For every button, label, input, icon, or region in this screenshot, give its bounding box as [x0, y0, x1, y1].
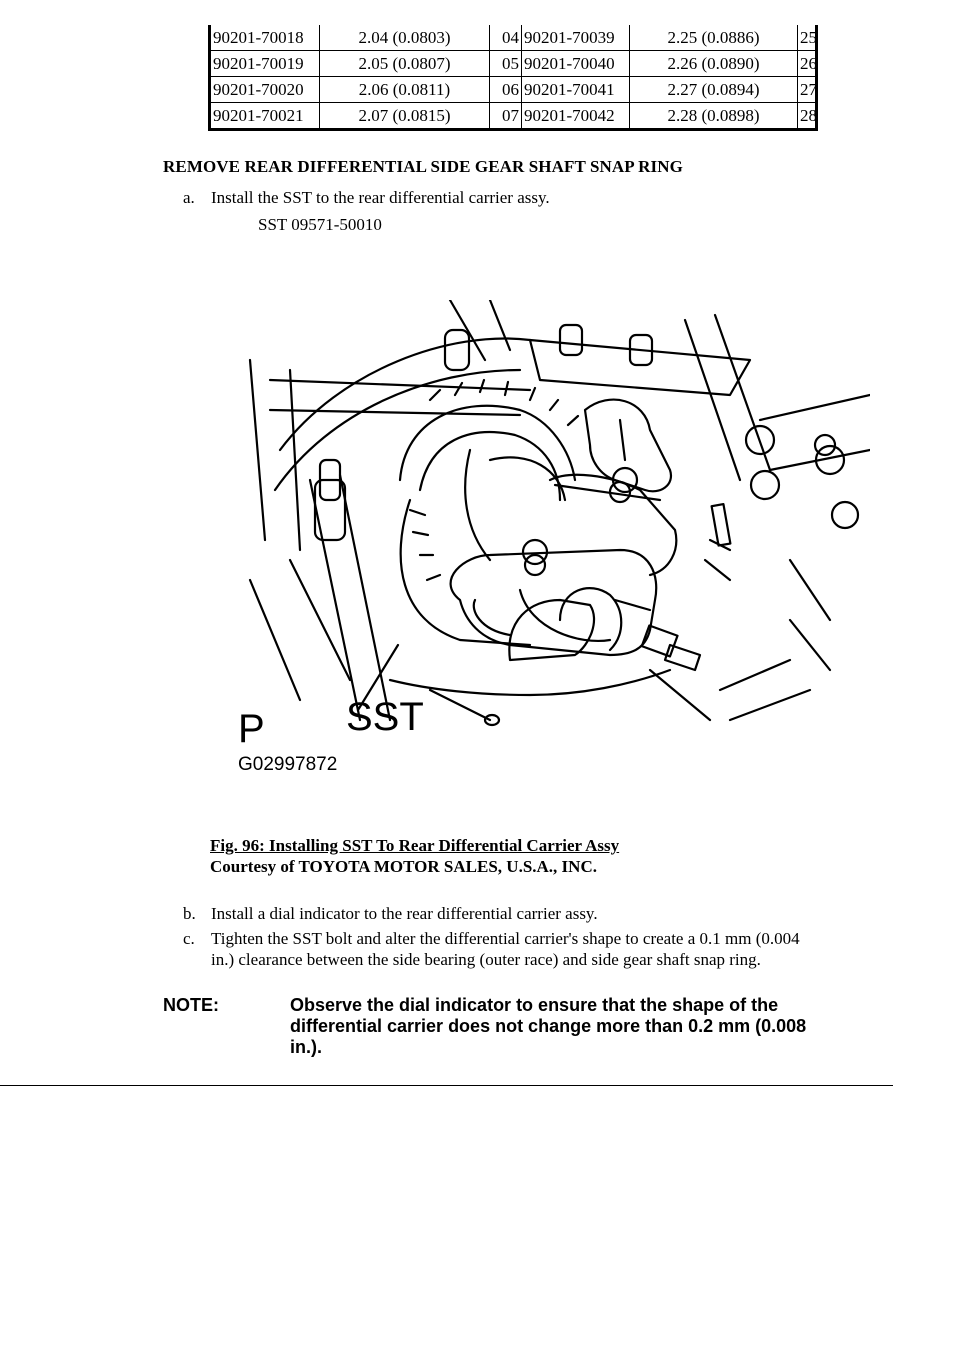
- p-mark-label: P: [238, 707, 265, 751]
- step-b: [183, 903, 883, 925]
- mark-cell: 04: [490, 25, 522, 51]
- thickness-cell: 2.04 (0.0803): [320, 25, 490, 51]
- thickness-cell: 2.07 (0.0815): [320, 103, 490, 130]
- note-line: in.).: [290, 1037, 322, 1057]
- sst-number: SST 09571-50010: [258, 215, 382, 234]
- step-a: [183, 187, 883, 209]
- table-row: [210, 25, 817, 51]
- step-text: Install the SST to the rear differential carrier assy.: [211, 188, 550, 207]
- part-number-cell: 90201-70018: [210, 25, 320, 51]
- sst-callout-label: SST: [346, 695, 424, 739]
- step-label: c.: [183, 929, 195, 948]
- step-text-line2: in.) clearance between the side bearing (outer race) and side gear shaft snap ring.: [211, 950, 761, 969]
- table-row: [210, 51, 817, 77]
- step-label: b.: [183, 904, 196, 923]
- mark-cell: 26: [798, 51, 817, 77]
- part-number-cell: 90201-70019: [210, 51, 320, 77]
- mark-cell: 27: [798, 77, 817, 103]
- part-number-cell: 90201-70040: [522, 51, 630, 77]
- thickness-cell: 2.28 (0.0898): [630, 103, 798, 130]
- thickness-cell: 2.26 (0.0890): [630, 51, 798, 77]
- section-heading: REMOVE REAR DIFFERENTIAL SIDE GEAR SHAFT SNAP RING: [163, 157, 683, 176]
- part-number-cell: 90201-70042: [522, 103, 630, 130]
- image-code-label: G02997872: [238, 754, 338, 775]
- step-label: a.: [183, 188, 195, 207]
- note-text: [290, 995, 860, 1058]
- figure-caption: Fig. 96: Installing SST To Rear Differential Carrier Assy: [210, 836, 620, 855]
- mark-cell: 06: [490, 77, 522, 103]
- thickness-cell: 2.06 (0.0811): [320, 77, 490, 103]
- note-label: NOTE:: [163, 995, 219, 1015]
- part-number-cell: 90201-70041: [522, 77, 630, 103]
- thickness-cell: 2.25 (0.0886): [630, 25, 798, 51]
- differential-line-drawing: [230, 300, 870, 780]
- step-text-line1: Tighten the SST bolt and alter the differential carrier's shape to create a 0.1 mm (0.004: [211, 929, 800, 948]
- shim-selection-table: [208, 25, 818, 131]
- mark-cell: 05: [490, 51, 522, 77]
- step-c: [183, 928, 893, 972]
- step-text: Install a dial indicator to the rear differential carrier assy.: [211, 904, 598, 923]
- part-number-cell: 90201-70020: [210, 77, 320, 103]
- mark-cell: 07: [490, 103, 522, 130]
- figure-courtesy: Courtesy of TOYOTA MOTOR SALES, U.S.A., INC.: [210, 857, 597, 876]
- thickness-cell: 2.27 (0.0894): [630, 77, 798, 103]
- table-row: [210, 77, 817, 103]
- table-row: [210, 103, 817, 130]
- mark-cell: 28: [798, 103, 817, 130]
- mark-cell: 25: [798, 25, 817, 51]
- section-divider: [0, 1085, 893, 1086]
- shim-table: [208, 25, 815, 131]
- note-line: differential carrier does not change more than 0.2 mm (0.008: [290, 1016, 807, 1036]
- part-number-cell: 90201-70039: [522, 25, 630, 51]
- thickness-cell: 2.05 (0.0807): [320, 51, 490, 77]
- part-number-cell: 90201-70021: [210, 103, 320, 130]
- note-line: Observe the dial indicator to ensure that the shape of the: [290, 995, 779, 1015]
- sst-installation-figure: [230, 300, 870, 780]
